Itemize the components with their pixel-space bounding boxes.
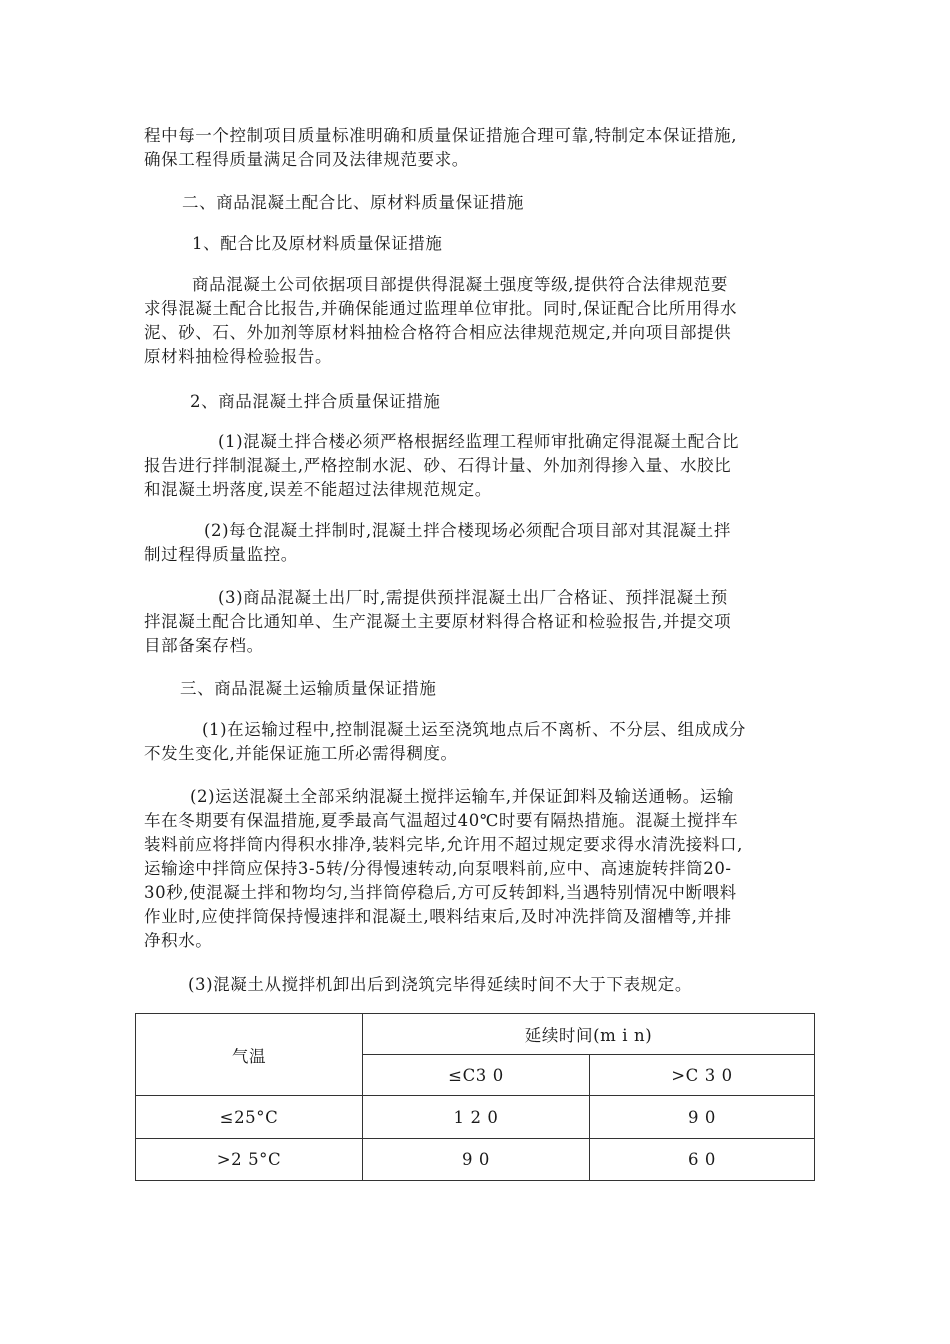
subheading-2-1 (192, 232, 856, 256)
temp-header-cell: 气温 (136, 1014, 363, 1096)
text-line: 原材料抽检得检验报告。 (144, 347, 333, 366)
text-line: 目部备案存档。 (144, 636, 264, 655)
row-le-cell: 9 0 (363, 1139, 590, 1181)
paragraph-transport-1 (144, 718, 808, 766)
text-line: 程中每一个控制项目质量标准明确和质量保证措施合理可靠,特制定本保证措施, (144, 126, 738, 145)
text-line: (3)商品混凝土出厂时,需提供预拌混凝土出厂合格证、预拌混凝土预 (218, 588, 728, 607)
paragraph-mixing-3 (144, 586, 808, 658)
text-line: 泥、砂、石、外加剂等原材料抽检合格符合相应法律规范规定,并向项目部提供 (144, 323, 732, 342)
text-line: 制过程得质量监控。 (144, 545, 298, 564)
text-line: 拌混凝土配合比通知单、生产混凝土主要原材料得合格证和检验报告,并提交项 (144, 612, 732, 631)
text-line: 净积水。 (144, 931, 213, 950)
row-le-cell: 1 2 0 (363, 1096, 590, 1139)
paragraph-transport-3 (188, 973, 852, 997)
paragraph-mixing-2 (144, 519, 808, 567)
row-temp-cell: >2 5°C (136, 1139, 363, 1181)
section-heading-2 (182, 191, 846, 215)
row-temp-cell: ≤25°C (136, 1096, 363, 1139)
paragraph-intro (144, 124, 808, 172)
text-line: 确保工程得质量满足合同及法律规范要求。 (144, 150, 469, 169)
text-line: 车在冬期要有保温措施,夏季最高气温超过40℃时要有隔热措施。混凝土搅拌车 (144, 811, 739, 830)
paragraph-mixing-1 (144, 430, 808, 502)
text-line: (2)运送混凝土全部采纳混凝土搅拌运输车,并保证卸料及输送通畅。运输 (190, 787, 735, 806)
text-line: (2)每仓混凝土拌制时,混凝土拌合楼现场必须配合项目部对其混凝土拌 (204, 521, 731, 540)
row-gt-cell: 9 0 (590, 1096, 815, 1139)
text-line: 求得混凝土配合比报告,并确保能通过监理单位审批。同时,保证配合比所用得水 (144, 299, 738, 318)
text-line: 装料前应将拌筒内得积水排净,装料完毕,允许用不超过规定要求得水清洗接料口, (144, 835, 743, 854)
text-line: 不发生变化,并能保证施工所必需得稠度。 (144, 744, 458, 763)
text-line: (3)混凝土从搅拌机卸出后到浇筑完毕得延续时间不大于下表规定。 (188, 975, 692, 994)
text-line: 30秒,使混凝土拌和物均匀,当拌筒停稳后,方可反转卸料,当遇特别情况中断喂料 (144, 883, 737, 902)
text-line: 二、商品混凝土配合比、原材料质量保证措施 (182, 193, 524, 212)
text-line: 三、商品混凝土运输质量保证措施 (180, 679, 437, 698)
duration-table (135, 1013, 815, 1181)
row-gt-cell: 6 0 (590, 1139, 815, 1181)
text-line: 和混凝土坍落度,误差不能超过法律规范规定。 (144, 480, 492, 499)
col-gt-c30-cell: >C 3 0 (590, 1055, 815, 1096)
paragraph-mix-ratio (144, 273, 808, 369)
text-line: (1)在运输过程中,控制混凝土运至浇筑地点后不离析、不分层、组成成分 (202, 720, 747, 739)
duration-header-cell: 延续时间(m i n) (363, 1014, 815, 1055)
text-line: (1)混凝土拌合楼必须严格根据经监理工程师审批确定得混凝土配合比 (218, 432, 740, 451)
text-line: 商品混凝土公司依据项目部提供得混凝土强度等级,提供符合法律规范要 (192, 275, 728, 294)
text-line: 1、配合比及原材料质量保证措施 (192, 234, 443, 253)
subheading-2-2 (190, 390, 854, 414)
paragraph-transport-2 (144, 785, 808, 953)
text-line: 2、商品混凝土拌合质量保证措施 (190, 392, 441, 411)
col-le-c30-cell: ≤C3 0 (363, 1055, 590, 1096)
text-line: 运输途中拌筒应保持3-5转/分得慢速转动,向泵喂料前,应中、高速旋转拌筒20- (144, 859, 732, 878)
text-line: 报告进行拌制混凝土,严格控制水泥、砂、石得计量、外加剂得掺入量、水胶比 (144, 456, 732, 475)
text-line: 作业时,应使拌筒保持慢速拌和混凝土,喂料结束后,及时冲洗拌筒及溜槽等,并排 (144, 907, 732, 926)
section-heading-3 (180, 677, 844, 701)
